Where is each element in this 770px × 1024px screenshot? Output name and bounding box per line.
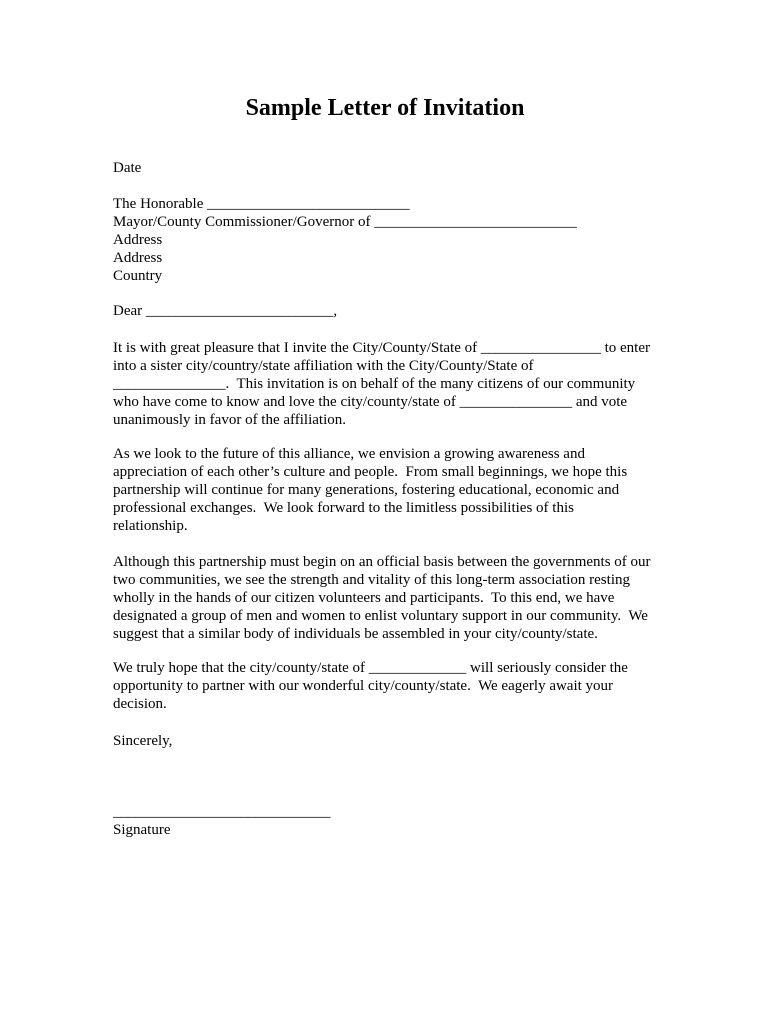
paragraph-line: _______________. This invitation is on behalf of the many citizens of our community [113,376,636,392]
paragraph-line: two communities, we see the strength and vitality of this long-term association resting [113,572,630,588]
address-line: The Honorable ___________________________ [113,196,410,212]
salutation: Dear _________________________, [113,303,338,319]
paragraph-line: suggest that a similar body of individuals be assembled in your city/county/state. [113,626,598,642]
paragraph-line: appreciation of each other’s culture and people. From small beginnings, we hope this [113,464,628,480]
page-title: Sample Letter of Invitation [245,95,525,121]
address-line: Country [113,268,163,284]
paragraph-line: professional exchanges. We look forward to the limitless possibilities of this [113,500,574,516]
paragraph-line: We truly hope that the city/county/state of _____________ will seriously consider the [113,660,628,676]
paragraph-line: Although this partnership must begin on an official basis between the governments of our [113,554,651,570]
paragraph-line: decision. [113,696,167,712]
paragraph-line: relationship. [113,518,188,534]
address-line: Address [113,232,163,248]
signature-label: Signature [113,822,171,838]
paragraph-line: As we look to the future of this alliance, we envision a growing awareness and [113,446,585,462]
paragraph-line: partnership will continue for many generations, fostering educational, economic and [113,482,620,498]
paragraph-line: into a sister city/country/state affiliation with the City/County/State of [113,358,534,374]
signature-line: _____________________________ [113,804,331,820]
paragraph-line: designated a group of men and women to enlist voluntary support in our community. We [113,608,648,624]
address-line: Address [113,250,163,266]
paragraph-line: It is with great pleasure that I invite the City/County/State of ________________ to enter [113,340,650,356]
date-label: Date [113,160,142,176]
paragraph-line: opportunity to partner with our wonderful city/county/state. We eagerly await your [113,678,614,694]
paragraph-line: who have come to know and love the city/county/state of _______________ and vote [113,394,628,410]
paragraph-line: unanimously in favor of the affiliation. [113,412,347,428]
address-line: Mayor/County Commissioner/Governor of ___________________________ [113,214,577,230]
closing: Sincerely, [113,733,173,749]
paragraph-line: wholly in the hands of our citizen volunteers and participants. To this end, we have [113,590,615,606]
